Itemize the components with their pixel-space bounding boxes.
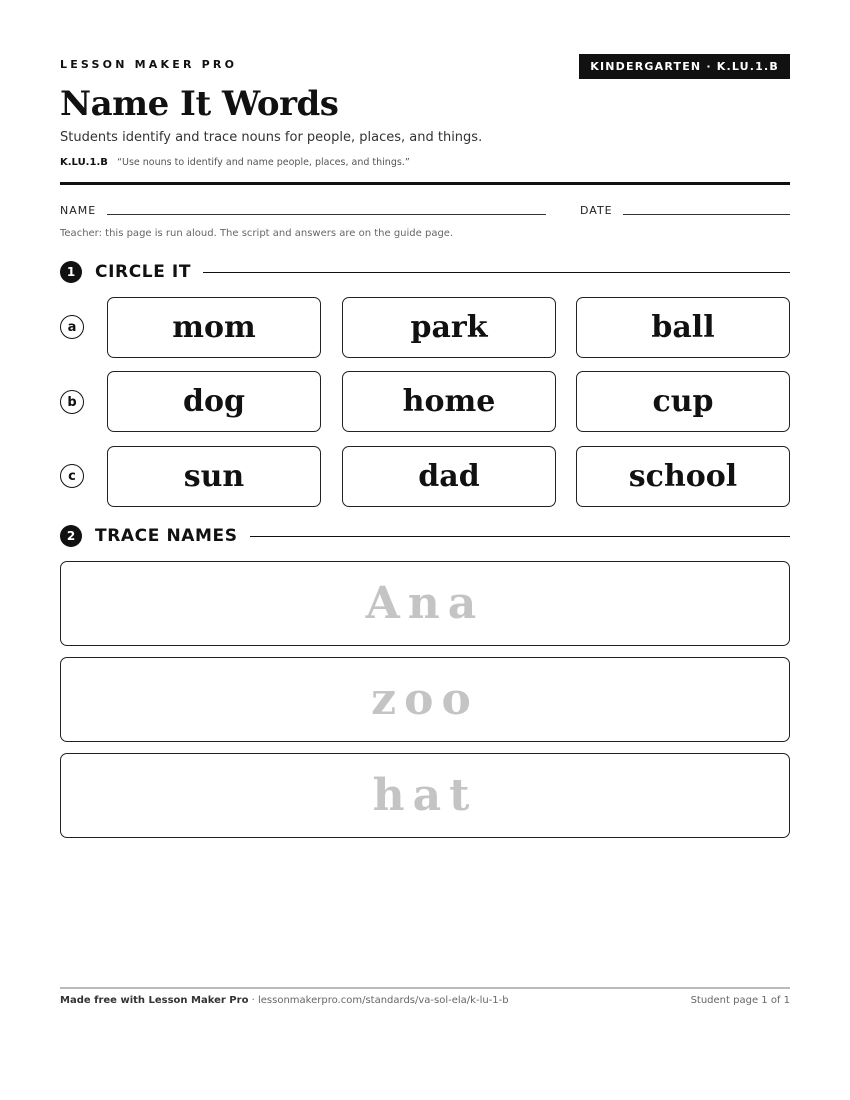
word-card[interactable]: dog [107, 371, 321, 432]
section-rule [250, 536, 790, 537]
section-circle-it-header [60, 260, 790, 284]
footer-separator: · [248, 995, 258, 1006]
worksheet-page [60, 0, 790, 1100]
worksheet-title: Name It Words [60, 84, 339, 124]
row-marker-a: a [60, 315, 84, 339]
footer-page-label: Student page 1 of 1 [690, 995, 790, 1006]
row-marker-b: b [60, 390, 84, 414]
header-divider [60, 182, 790, 185]
name-label: NAME [60, 204, 97, 217]
section-title: CIRCLE IT [95, 262, 192, 282]
word-card[interactable]: mom [107, 297, 321, 358]
trace-word-box[interactable]: Ana [60, 561, 790, 646]
name-write-line[interactable] [107, 214, 546, 215]
teacher-note: Teacher: this page is run aloud. The script and answers are on the guide page. [60, 228, 454, 239]
standard-code: K.LU.1.B [60, 157, 108, 168]
word-card[interactable]: park [342, 297, 556, 358]
date-label: DATE [580, 204, 613, 217]
section-trace-names-header [60, 524, 790, 548]
word-card[interactable]: sun [107, 446, 321, 507]
section-title: TRACE NAMES [95, 526, 238, 546]
date-write-line[interactable] [623, 214, 790, 215]
brand-name: LESSON MAKER PRO [60, 58, 238, 71]
standard-line [60, 157, 410, 168]
worksheet-subtitle: Students identify and trace nouns for people, places, and things. [60, 130, 483, 145]
footer-divider [60, 987, 790, 989]
trace-word-box[interactable]: zoo [60, 657, 790, 742]
word-card[interactable]: home [342, 371, 556, 432]
word-card[interactable]: school [576, 446, 790, 507]
word-card[interactable]: ball [576, 297, 790, 358]
footer-credit [60, 995, 509, 1006]
footer-url[interactable]: lessonmakerpro.com/standards/va-sol-ela/k-lu-1-b [257, 995, 509, 1006]
word-card[interactable]: cup [576, 371, 790, 432]
grade-standard-badge: KINDERGARTEN · K.LU.1.B [579, 54, 790, 79]
row-marker-c: c [60, 464, 84, 488]
section-number-badge: 1 [60, 261, 82, 283]
trace-word-box[interactable]: hat [60, 753, 790, 838]
footer-made-with: Made free with Lesson Maker Pro [60, 995, 249, 1006]
section-rule [203, 272, 790, 273]
word-card[interactable]: dad [342, 446, 556, 507]
standard-quote: “Use nouns to identify and name people, places, and things.” [117, 157, 410, 168]
section-number-badge: 2 [60, 525, 82, 547]
